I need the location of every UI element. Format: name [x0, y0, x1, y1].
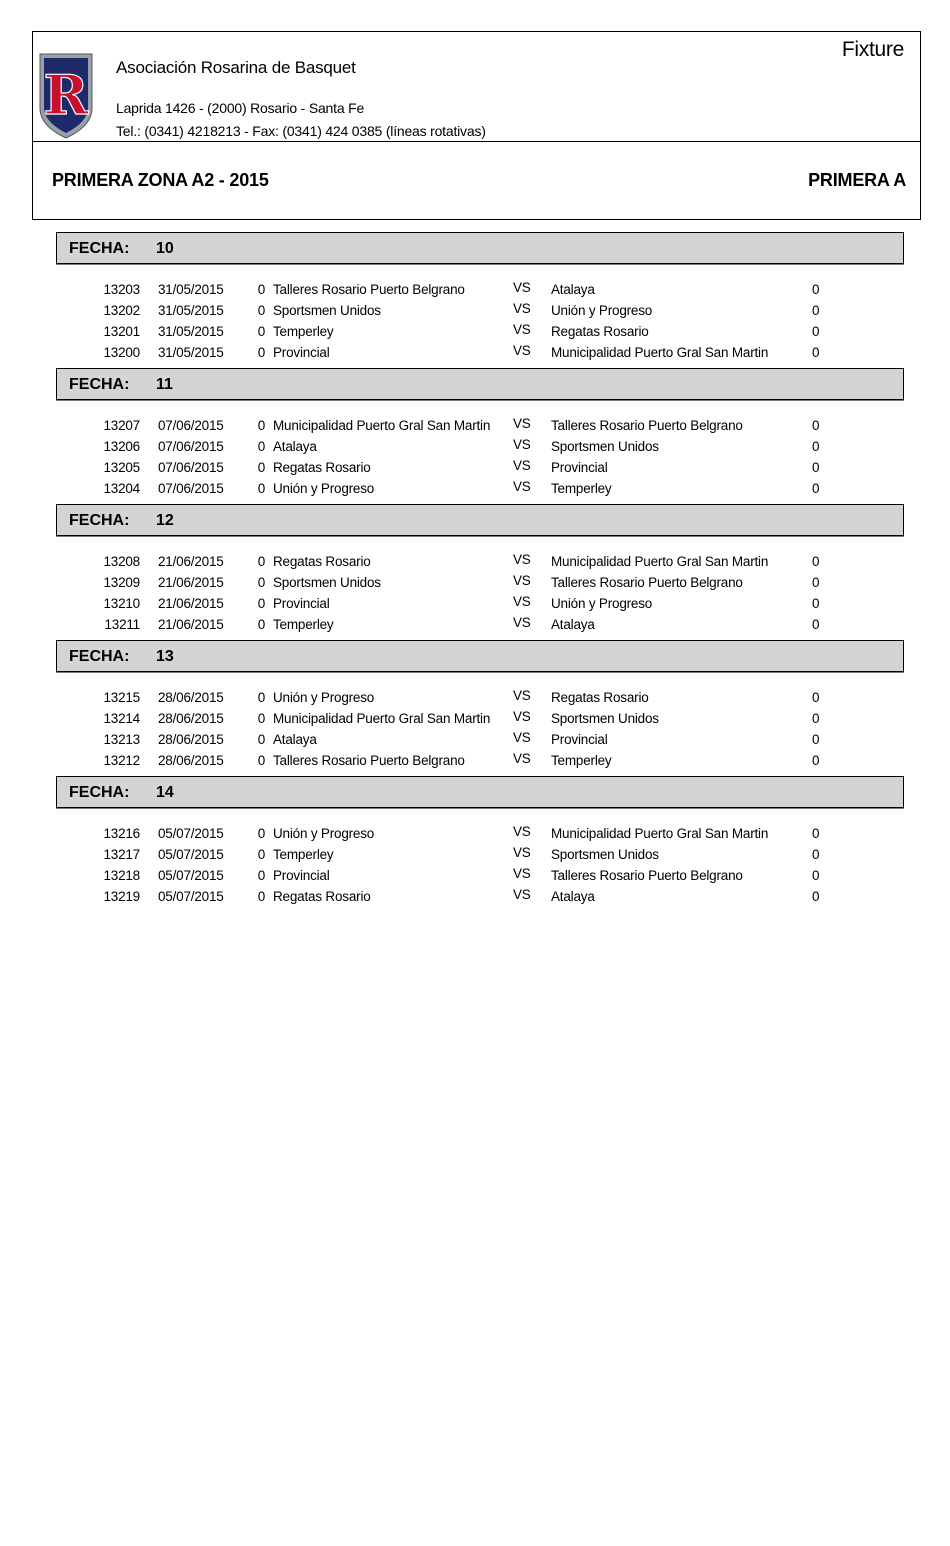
fecha-label: FECHA:: [69, 512, 130, 529]
match-id: 13213: [103, 732, 140, 747]
home-score: 0: [257, 690, 265, 705]
home-score: 0: [257, 889, 265, 904]
vs-label: VS: [513, 751, 531, 766]
vs-label: VS: [513, 458, 531, 473]
home-score: 0: [257, 732, 265, 747]
home-team: Temperley: [273, 617, 334, 632]
match-row: [56, 416, 904, 437]
home-score: 0: [257, 617, 265, 632]
match-date: 21/06/2015: [158, 596, 224, 611]
vs-label: VS: [513, 437, 531, 452]
match-id: 13208: [103, 554, 140, 569]
home-team: Unión y Progreso: [273, 481, 375, 496]
away-team: Talleres Rosario Puerto Belgrano: [551, 418, 743, 433]
rounds-list: [56, 232, 904, 912]
away-team: Provincial: [551, 732, 608, 747]
category-title: PRIMERA A: [808, 170, 906, 190]
fecha-header: [56, 776, 904, 808]
fecha-label: FECHA:: [69, 376, 130, 393]
matches-list: [56, 280, 904, 364]
home-score: 0: [257, 303, 265, 318]
fecha-number: 12: [156, 512, 174, 529]
away-team: Regatas Rosario: [551, 690, 649, 705]
home-team: Temperley: [273, 324, 334, 339]
match-id: 13212: [103, 753, 140, 768]
away-team: Temperley: [551, 481, 612, 496]
match-date: 31/05/2015: [158, 345, 224, 360]
away-team: Sportsmen Unidos: [551, 711, 659, 726]
match-date: 28/06/2015: [158, 711, 224, 726]
home-team: Regatas Rosario: [273, 460, 371, 475]
home-team: Sportsmen Unidos: [273, 575, 381, 590]
away-team: Talleres Rosario Puerto Belgrano: [551, 575, 743, 590]
away-team: Atalaya: [551, 282, 595, 297]
match-date: 05/07/2015: [158, 847, 224, 862]
home-team: Regatas Rosario: [273, 889, 371, 904]
away-score: 0: [812, 554, 820, 569]
vs-label: VS: [513, 824, 531, 839]
vs-label: VS: [513, 730, 531, 745]
matches-list: [56, 416, 904, 500]
away-team: Municipalidad Puerto Gral San Martin: [551, 826, 769, 841]
home-score: 0: [257, 282, 265, 297]
vs-label: VS: [513, 594, 531, 609]
match-id: 13202: [103, 303, 140, 318]
match-row: [56, 437, 904, 458]
away-team: Temperley: [551, 753, 612, 768]
match-id: 13204: [103, 481, 140, 496]
home-score: 0: [257, 596, 265, 611]
away-team: Unión y Progreso: [551, 303, 653, 318]
away-score: 0: [812, 324, 820, 339]
match-date: 05/07/2015: [158, 826, 224, 841]
away-score: 0: [812, 345, 820, 360]
match-row: [56, 709, 904, 730]
fecha-number: 10: [156, 240, 174, 257]
home-score: 0: [257, 460, 265, 475]
match-date: 21/06/2015: [158, 554, 224, 569]
match-id: 13210: [103, 596, 140, 611]
away-team: Sportsmen Unidos: [551, 847, 659, 862]
match-id: 13211: [104, 617, 140, 632]
home-score: 0: [257, 554, 265, 569]
match-date: 07/06/2015: [158, 439, 224, 454]
header-box: [32, 31, 921, 220]
home-team: Temperley: [273, 847, 334, 862]
home-score: 0: [257, 324, 265, 339]
home-score: 0: [257, 418, 265, 433]
org-name: Asociación Rosarina de Basquet: [116, 58, 356, 77]
tournament-title: PRIMERA ZONA A2 - 2015: [52, 170, 269, 190]
match-row: [56, 866, 904, 887]
match-row: [56, 322, 904, 343]
match-row: [56, 343, 904, 364]
match-id: 13200: [103, 345, 140, 360]
logo-letter: R: [43, 63, 89, 127]
match-date: 05/07/2015: [158, 868, 224, 883]
match-id: 13206: [103, 439, 140, 454]
fecha-section: [56, 640, 904, 776]
match-id: 13214: [103, 711, 140, 726]
away-score: 0: [812, 617, 820, 632]
away-team: Provincial: [551, 460, 608, 475]
match-id: 13216: [103, 826, 140, 841]
fecha-section: [56, 776, 904, 912]
match-id: 13218: [103, 868, 140, 883]
match-row: [56, 280, 904, 301]
away-team: Municipalidad Puerto Gral San Martin: [551, 554, 769, 569]
home-team: Provincial: [273, 868, 330, 883]
match-row: [56, 594, 904, 615]
matches-list: [56, 552, 904, 636]
away-score: 0: [812, 282, 820, 297]
match-date: 31/05/2015: [158, 303, 224, 318]
away-score: 0: [812, 690, 820, 705]
away-score: 0: [812, 481, 820, 496]
fecha-header: [56, 232, 904, 264]
fecha-header: [56, 368, 904, 400]
match-row: [56, 615, 904, 636]
match-date: 28/06/2015: [158, 753, 224, 768]
vs-label: VS: [513, 709, 531, 724]
vs-label: VS: [513, 845, 531, 860]
match-id: 13219: [103, 889, 140, 904]
home-team: Atalaya: [273, 732, 317, 747]
away-team: Unión y Progreso: [551, 596, 653, 611]
vs-label: VS: [513, 573, 531, 588]
header-divider: [33, 141, 920, 142]
vs-label: VS: [513, 887, 531, 902]
home-team: Sportsmen Unidos: [273, 303, 381, 318]
away-score: 0: [812, 303, 820, 318]
shield-logo-icon: [38, 50, 94, 140]
home-score: 0: [257, 847, 265, 862]
away-team: Regatas Rosario: [551, 324, 649, 339]
home-team: Unión y Progreso: [273, 690, 375, 705]
match-date: 21/06/2015: [158, 617, 224, 632]
home-score: 0: [257, 481, 265, 496]
home-team: Regatas Rosario: [273, 554, 371, 569]
home-team: Unión y Progreso: [273, 826, 375, 841]
home-team: Municipalidad Puerto Gral San Martin: [273, 418, 491, 433]
fecha-label: FECHA:: [69, 648, 130, 665]
match-date: 07/06/2015: [158, 460, 224, 475]
match-id: 13215: [103, 690, 140, 705]
home-team: Provincial: [273, 596, 330, 611]
match-id: 13201: [103, 324, 140, 339]
vs-label: VS: [513, 343, 531, 358]
away-score: 0: [812, 826, 820, 841]
fecha-section: [56, 504, 904, 640]
away-score: 0: [812, 732, 820, 747]
home-score: 0: [257, 345, 265, 360]
match-row: [56, 824, 904, 845]
match-date: 31/05/2015: [158, 324, 224, 339]
match-row: [56, 479, 904, 500]
away-score: 0: [812, 868, 820, 883]
fecha-header: [56, 640, 904, 672]
home-team: Talleres Rosario Puerto Belgrano: [273, 753, 465, 768]
match-row: [56, 552, 904, 573]
home-team: Atalaya: [273, 439, 317, 454]
vs-label: VS: [513, 280, 531, 295]
away-score: 0: [812, 889, 820, 904]
fecha-section: [56, 368, 904, 504]
home-score: 0: [257, 753, 265, 768]
home-team: Provincial: [273, 345, 330, 360]
match-row: [56, 688, 904, 709]
match-date: 28/06/2015: [158, 690, 224, 705]
match-row: [56, 751, 904, 772]
match-row: [56, 887, 904, 908]
match-row: [56, 458, 904, 479]
vs-label: VS: [513, 301, 531, 316]
vs-label: VS: [513, 688, 531, 703]
away-team: Sportsmen Unidos: [551, 439, 659, 454]
home-score: 0: [257, 868, 265, 883]
match-date: 31/05/2015: [158, 282, 224, 297]
away-score: 0: [812, 847, 820, 862]
match-id: 13203: [103, 282, 140, 297]
vs-label: VS: [513, 416, 531, 431]
away-team: Municipalidad Puerto Gral San Martin: [551, 345, 769, 360]
fecha-label: FECHA:: [69, 240, 130, 257]
vs-label: VS: [513, 479, 531, 494]
match-date: 07/06/2015: [158, 481, 224, 496]
org-address: Laprida 1426 - (2000) Rosario - Santa Fe: [116, 100, 365, 116]
away-team: Talleres Rosario Puerto Belgrano: [551, 868, 743, 883]
org-phones: Tel.: (0341) 4218213 - Fax: (0341) 424 0385 (líneas rotativas): [116, 123, 486, 139]
away-score: 0: [812, 418, 820, 433]
match-row: [56, 301, 904, 322]
vs-label: VS: [513, 552, 531, 567]
fecha-number: 13: [156, 648, 174, 665]
home-score: 0: [257, 575, 265, 590]
away-team: Atalaya: [551, 889, 595, 904]
match-date: 05/07/2015: [158, 889, 224, 904]
home-score: 0: [257, 826, 265, 841]
matches-list: [56, 688, 904, 772]
fecha-section: [56, 232, 904, 368]
match-date: 21/06/2015: [158, 575, 224, 590]
away-score: 0: [812, 596, 820, 611]
home-team: Municipalidad Puerto Gral San Martin: [273, 711, 491, 726]
match-row: [56, 573, 904, 594]
away-score: 0: [812, 575, 820, 590]
document-type: Fixture: [841, 38, 904, 61]
away-score: 0: [812, 460, 820, 475]
away-score: 0: [812, 711, 820, 726]
home-score: 0: [257, 439, 265, 454]
fecha-number: 11: [156, 376, 173, 393]
fecha-label: FECHA:: [69, 784, 130, 801]
away-team: Atalaya: [551, 617, 595, 632]
vs-label: VS: [513, 866, 531, 881]
home-score: 0: [257, 711, 265, 726]
away-score: 0: [812, 439, 820, 454]
match-row: [56, 845, 904, 866]
vs-label: VS: [513, 615, 531, 630]
match-date: 28/06/2015: [158, 732, 224, 747]
vs-label: VS: [513, 322, 531, 337]
match-id: 13205: [103, 460, 140, 475]
matches-list: [56, 824, 904, 908]
fecha-number: 14: [156, 784, 174, 801]
match-date: 07/06/2015: [158, 418, 224, 433]
fecha-header: [56, 504, 904, 536]
match-id: 13207: [103, 418, 140, 433]
match-row: [56, 730, 904, 751]
home-team: Talleres Rosario Puerto Belgrano: [273, 282, 465, 297]
away-score: 0: [812, 753, 820, 768]
match-id: 13209: [103, 575, 140, 590]
match-id: 13217: [103, 847, 140, 862]
